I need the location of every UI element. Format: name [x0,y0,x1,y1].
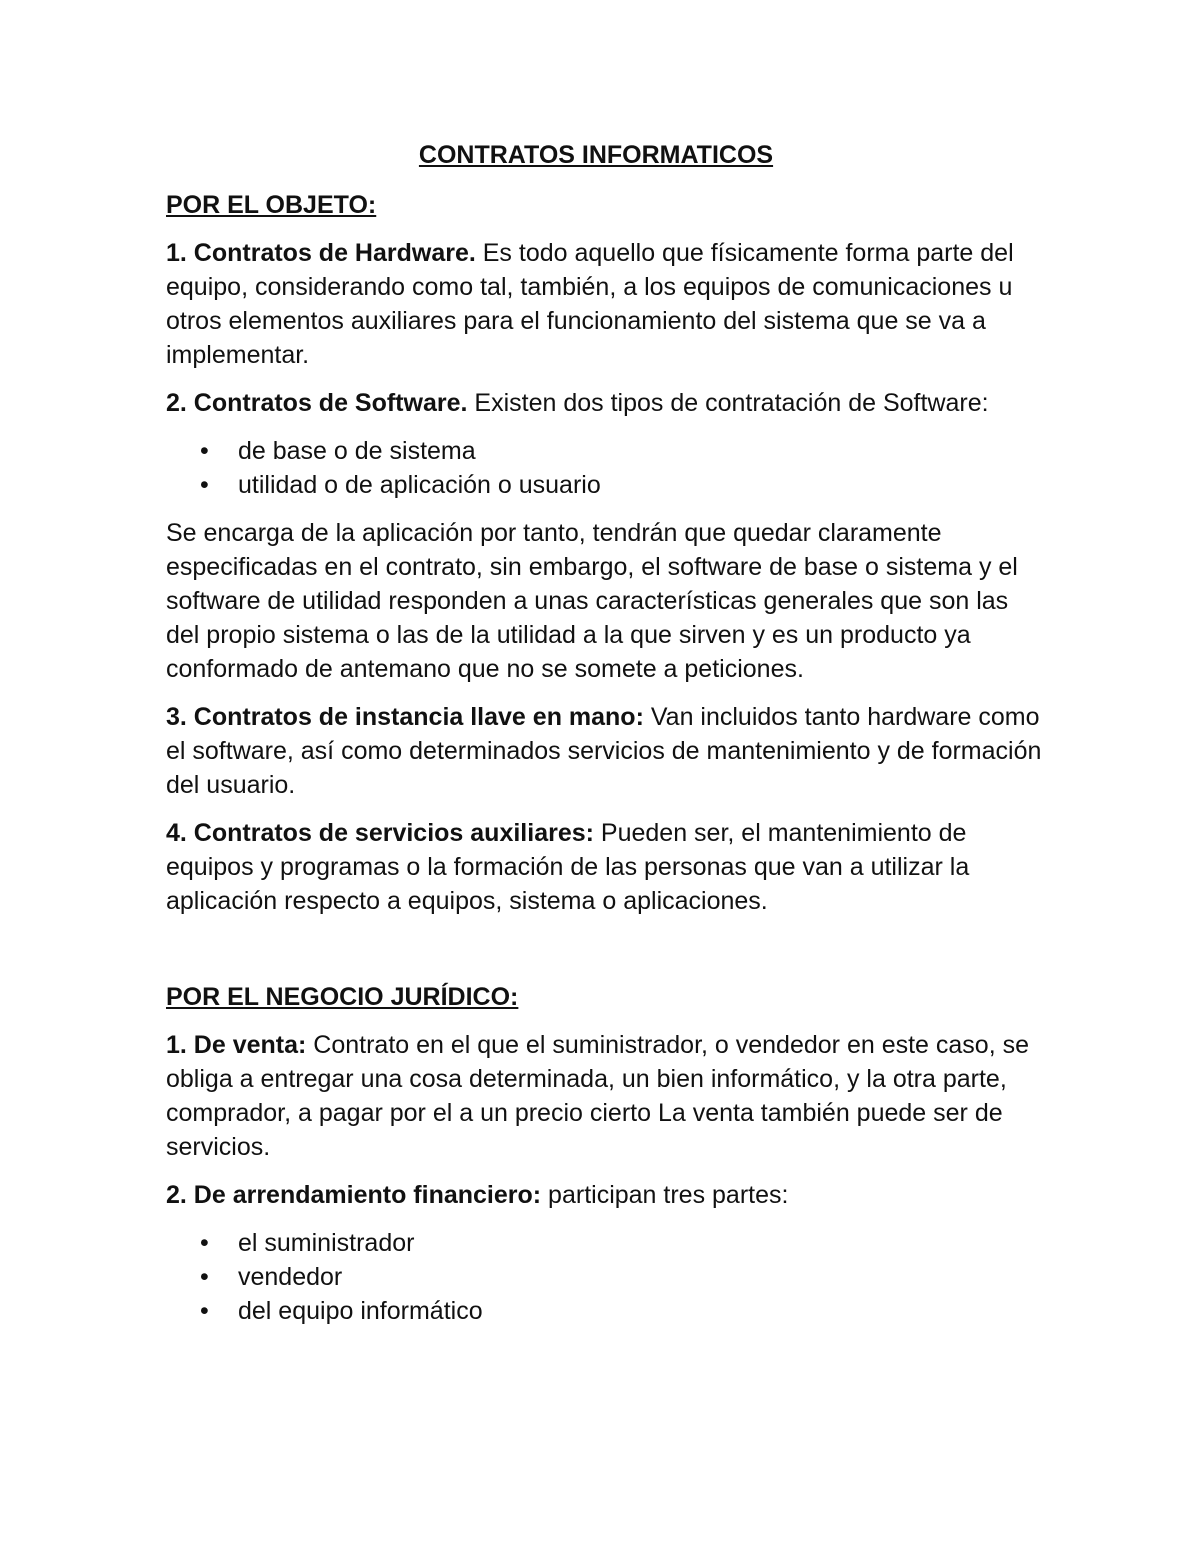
list-item [166,1260,1046,1294]
list-item-text: de base o de sistema [238,437,476,465]
bullet-icon: • [200,1229,209,1257]
paragraph-software-detail: Se encarga de la aplicación por tanto, tendrán que quedar claramente especificadas en el contrato, sin embargo, el software de base o sistema y el software de utilidad responden a unas características generales que son las del propio sistema o las de la utilidad a la que sirven y es un producto ya conformado de antemano que no se somete a peticiones. [166,519,1018,683]
section-heading-objeto: POR EL OBJETO: [166,191,377,219]
list-item [166,434,1046,468]
list-item-text: el suministrador [238,1229,415,1257]
section-spacer [166,932,1046,980]
paragraph-text: participan tres partes: [541,1181,789,1209]
paragraph-software [166,386,1046,420]
list-item-text: del equipo informático [238,1297,483,1325]
paragraph-servicios-auxiliares [166,816,1046,918]
paragraph-text: Contrato en el que el suministrador, o vendedor en este caso, se obliga a entregar una cosa determinada, un bien informático, y la otra parte, comprador, a pagar por el a un precio cierto La venta también puede ser de servicios. [166,1031,1029,1161]
paragraph-arrendamiento [166,1178,1046,1212]
paragraph-lead: 1. Contratos de Hardware. [166,239,476,267]
list-item-text: vendedor [238,1263,343,1291]
section-heading-negocio: POR EL NEGOCIO JURÍDICO: [166,983,519,1011]
document-title: CONTRATOS INFORMATICOS [418,141,774,169]
bullet-icon: • [200,1263,209,1291]
paragraph-hardware [166,236,1046,372]
bullet-list-software [166,434,1046,502]
paragraph-lead: 2. Contratos de Software. [166,389,468,417]
paragraph-venta [166,1028,1046,1164]
bullet-icon: • [200,471,209,499]
paragraph-llave-en-mano [166,700,1046,802]
list-item [166,1294,1046,1328]
paragraph-text: Van incluidos tanto hardware como el software, así como determinados servicios de mantenimiento y de formación del usuario. [166,703,1042,799]
bullet-icon: • [200,437,209,465]
paragraph-text: Es todo aquello que físicamente forma parte del equipo, considerando como tal, también, a los equipos de comunicaciones u otros elementos auxiliares para el funcionamiento del sistema que se va a implementar. [166,239,1014,369]
paragraph-text: Existen dos tipos de contratación de Software: [467,389,989,417]
paragraph-text: Pueden ser, el mantenimiento de equipos y programas o la formación de las personas que van a utilizar la aplicación respecto a equipos, sistema o aplicaciones. [166,819,970,915]
paragraph-lead: 1. De venta: [166,1031,307,1059]
bullet-icon: • [200,1297,209,1325]
list-item [166,1226,1046,1260]
paragraph-lead: 3. Contratos de instancia llave en mano: [166,703,644,731]
paragraph-lead: 2. De arrendamiento financiero: [166,1181,542,1209]
bullet-list-arrendamiento [166,1226,1046,1328]
list-item-text: utilidad o de aplicación o usuario [238,471,601,499]
document-page [166,138,1046,1342]
paragraph-lead: 4. Contratos de servicios auxiliares: [166,819,594,847]
list-item [166,468,1046,502]
